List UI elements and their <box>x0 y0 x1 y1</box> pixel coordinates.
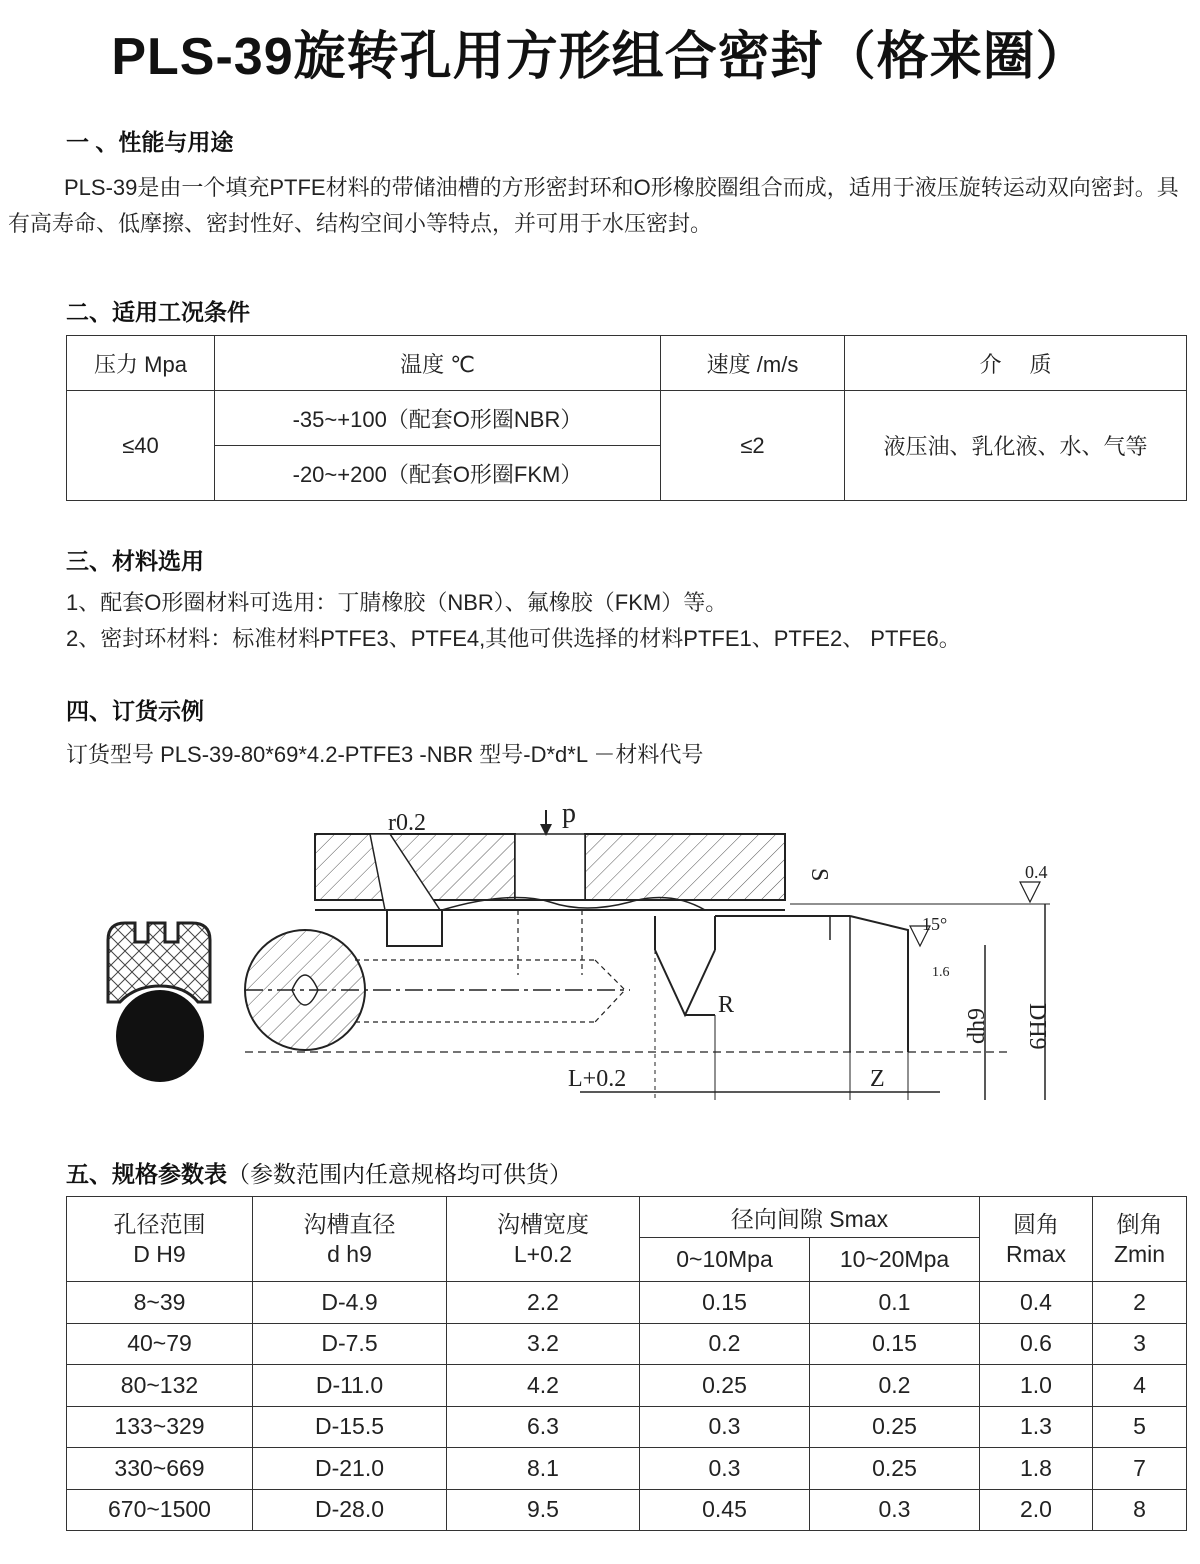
material-line-2: 2、密封环材料：标准材料PTFE3、PTFE4,其他可供选择的材料PTFE1、PTFE2、 PTFE6。 <box>66 626 961 651</box>
label-roughness-top: 0.4 <box>1025 862 1048 882</box>
material-line-1: 1、配套O形圈材料可选用：丁腈橡胶（NBR）、氟橡胶（FKM）等。 <box>66 590 728 615</box>
section1-heading: 一 、性能与用途 <box>66 129 234 155</box>
section2-heading: 二、适用工况条件 <box>66 299 250 325</box>
header-groove-diameter: 沟槽直径 d h9 <box>253 1197 447 1282</box>
section5-heading-note: （参数范围内任意规格均可供货） <box>227 1161 572 1187</box>
section1-paragraph: PLS-39是由一个填充PTFE材料的带储油槽的方形密封环和O形橡胶圈组合而成，适用于液压旋转运动双向密封。具有高寿命、低摩擦、密封性好、结构空间小等特点，并可用于水压密封。 <box>8 175 1179 236</box>
table-row: 330~669 D-21.0 8.1 0.3 0.25 1.8 7 <box>67 1448 1187 1490</box>
section4-heading: 四、订货示例 <box>66 698 204 724</box>
label-dh9: dh9 <box>964 1008 990 1044</box>
header-gap-low: 0~10Mpa <box>640 1238 810 1282</box>
label-r: r0.2 <box>388 810 426 836</box>
label-s: S <box>806 868 832 882</box>
header-groove-width: 沟槽宽度 L+0.2 <box>447 1197 640 1282</box>
section3-heading: 三、材料选用 <box>66 548 204 574</box>
header-temperature: 温度 ℃ <box>215 336 661 391</box>
o-ring <box>116 990 204 1082</box>
section5-heading-text: 五、规格参数表 <box>66 1161 227 1187</box>
table-row: 133~329 D-15.5 6.3 0.3 0.25 1.3 5 <box>67 1406 1187 1448</box>
header-bore: 孔径范围 D H9 <box>67 1197 253 1282</box>
spec-table <box>66 1196 1187 1531</box>
speed-value: ≤2 <box>661 391 845 501</box>
housing <box>245 834 1010 1052</box>
medium-value: 液压油、乳化液、水、气等 <box>845 391 1187 501</box>
table-row: 670~1500 D-28.0 9.5 0.45 0.3 2.0 8 <box>67 1489 1187 1531</box>
label-roughness-side: 1.6 <box>932 965 950 980</box>
header-speed: 速度 /m/s <box>661 336 845 391</box>
header-radial-gap: 径向间隙 Smax <box>640 1197 980 1238</box>
section5-heading <box>66 1156 572 1189</box>
table-row: 40~79 D-7.5 3.2 0.2 0.15 0.6 3 <box>67 1323 1187 1365</box>
temperature-nbr: -35~+100（配套O形圈NBR） <box>215 391 661 446</box>
temperature-fkm: -20~+200（配套O形圈FKM） <box>215 446 661 501</box>
header-medium: 介 质 <box>845 336 1187 391</box>
header-gap-high: 10~20Mpa <box>810 1238 980 1282</box>
page-title: PLS-39旋转孔用方形组合密封（格来圈） <box>111 28 1089 86</box>
seal-installation-drawing <box>90 790 1090 1110</box>
header-chamfer: 倒角 Zmin <box>1093 1197 1187 1282</box>
hub-circle <box>245 930 630 1050</box>
order-example: 订货型号 PLS-39-80*69*4.2-PTFE3 -NBR 型号-D*d*L －材料代号 <box>66 742 704 767</box>
seal-cross-section <box>108 923 210 1082</box>
pressure-value: ≤40 <box>67 391 215 501</box>
label-p: p <box>562 798 576 829</box>
header-radius: 圆角 Rmax <box>980 1197 1093 1282</box>
label-angle: 15° <box>922 914 948 934</box>
label-radius: R <box>718 992 735 1018</box>
label-z: Z <box>870 1066 885 1092</box>
table-row: 80~132 D-11.0 4.2 0.25 0.2 1.0 4 <box>67 1365 1187 1407</box>
label-length: L+0.2 <box>568 1066 627 1092</box>
conditions-table <box>66 335 1187 501</box>
table-row: 8~39 D-4.9 2.2 0.15 0.1 0.4 2 <box>67 1282 1187 1324</box>
header-pressure: 压力 Mpa <box>67 336 215 391</box>
label-DH9: DH9 <box>1024 1003 1050 1050</box>
